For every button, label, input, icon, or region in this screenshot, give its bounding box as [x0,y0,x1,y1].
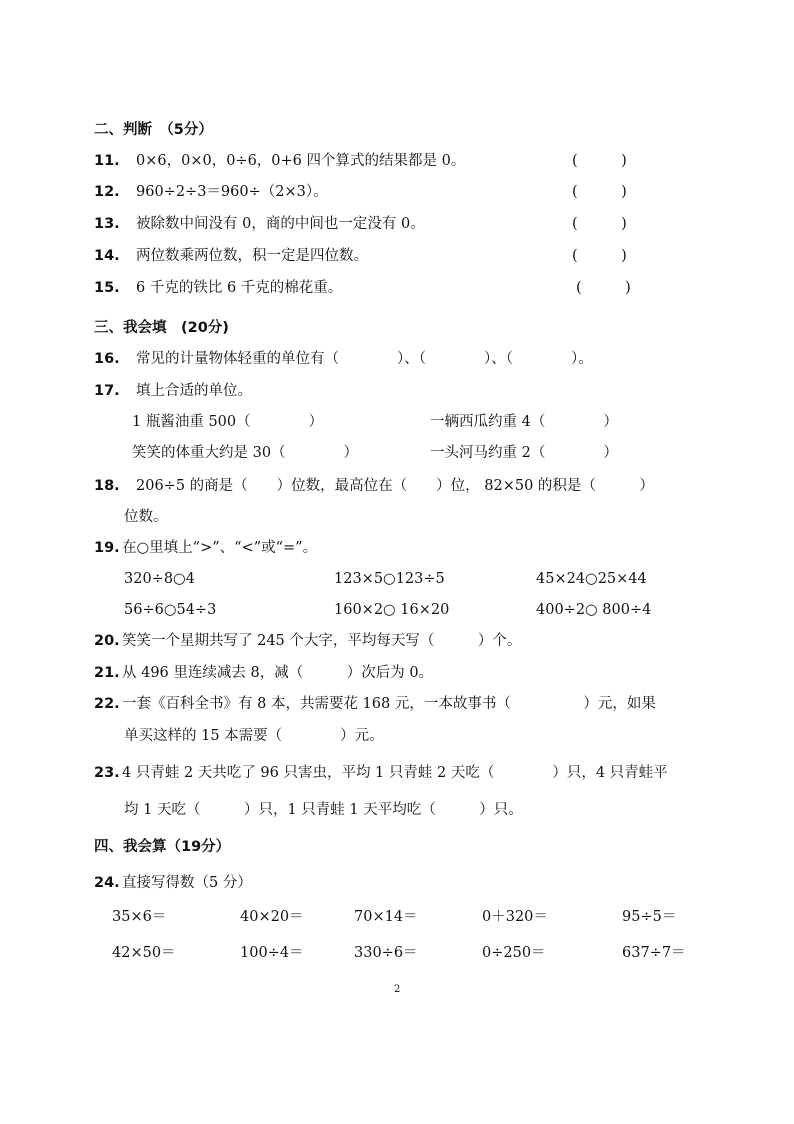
question-text: 0×6，0×0，0÷6，0+6 四个算式的结果都是 0。 [136,153,466,169]
question-text: 直接写得数（5 分） [122,875,252,891]
question-text: 笑笑一个星期共写了 245 个大字，平均每天写（ ）个。 [122,633,522,649]
compare-item: 160×2○ 16×20 [334,602,450,618]
compare-item: 45×24○25×44 [536,571,647,587]
question-number: 22. [94,696,120,712]
question-number: 15. [94,280,120,296]
calc-item: 35×6＝ [112,909,167,925]
question-number: 21. [94,665,120,681]
question-number: 14. [94,248,120,264]
question-number: 17. [94,383,120,399]
question-number: 16. [94,351,120,367]
compare-item: 123×5○123÷5 [334,571,445,587]
question-text-continued: 位数。 [124,509,168,525]
fill-item: 一辆西瓜约重 4（ ） [430,414,618,430]
question-text-continued: 单买这样的 15 本需要（ ）元。 [124,728,384,744]
question-text: 206÷5 的商是（ ）位数，最高位在（ ）位， 82×50 的积是（ ） [136,478,654,494]
question-text: 4 只青蛙 2 天共吃了 96 只害虫，平均 1 只青蛙 2 天吃（ ）只，4 只青蛙平 [122,765,668,781]
answer-paren[interactable]: ( ) [572,248,627,264]
calc-item: 637÷7＝ [622,945,686,961]
section-title-judge: 二、判断 （5分） [94,122,213,138]
question-number: 20. [94,633,120,649]
question-text: 两位数乘两位数，积一定是四位数。 [136,248,368,264]
page-number: 2 [394,984,401,995]
section-title-calc: 四、我会算（19分） [94,839,231,855]
question-text: 填上合适的单位。 [136,383,252,399]
calc-item: 95÷5＝ [622,909,677,925]
compare-item: 56÷6○54÷3 [124,602,217,618]
question-text-continued: 均 1 天吃（ ）只，1 只青蛙 1 天平均吃（ ）只。 [124,802,523,818]
section-title-fill: 三、我会填 (20分) [94,320,229,336]
question-text: 6 千克的铁比 6 千克的棉花重。 [136,280,343,296]
question-text: 常见的计量物体轻重的单位有（ ）、（ ）、（ ）。 [136,351,593,367]
question-text: 从 496 里连续减去 8，减（ ）次后为 0。 [122,665,434,681]
question-number: 24. [94,875,120,891]
question-text: 在○里填上“>”、“<”或“=”。 [122,540,318,556]
calc-item: 0÷250＝ [482,945,546,961]
fill-item: 一头河马约重 2（ ） [430,445,618,461]
fill-item: 1 瓶酱油重 500（ ） [132,414,324,430]
question-text: 被除数中间没有 0，商的中间也一定没有 0。 [136,216,425,232]
answer-paren[interactable]: ( ) [576,280,631,296]
question-number: 18. [94,478,120,494]
calc-item: 70×14＝ [354,909,418,925]
question-text: 960÷2÷3＝960÷（2×3）。 [136,184,328,200]
question-number: 23. [94,765,120,781]
question-number: 19. [94,540,120,556]
calc-item: 40×20＝ [240,909,304,925]
calc-item: 42×50＝ [112,945,176,961]
calc-item: 330÷6＝ [354,945,418,961]
question-number: 11. [94,153,120,169]
calc-item: 0＋320＝ [482,909,548,925]
answer-paren[interactable]: ( ) [572,184,627,200]
answer-paren[interactable]: ( ) [572,216,627,232]
calc-item: 100÷4＝ [240,945,304,961]
compare-item: 400÷2○ 800÷4 [536,602,652,618]
fill-item: 笑笑的体重大约是 30（ ） [132,445,359,461]
question-number: 12. [94,184,120,200]
answer-paren[interactable]: ( ) [572,153,627,169]
compare-item: 320÷8○4 [124,571,195,587]
question-text: 一套《百科全书》有 8 本，共需要花 168 元，一本故事书（ ）元，如果 [122,696,656,712]
question-number: 13. [94,216,120,232]
